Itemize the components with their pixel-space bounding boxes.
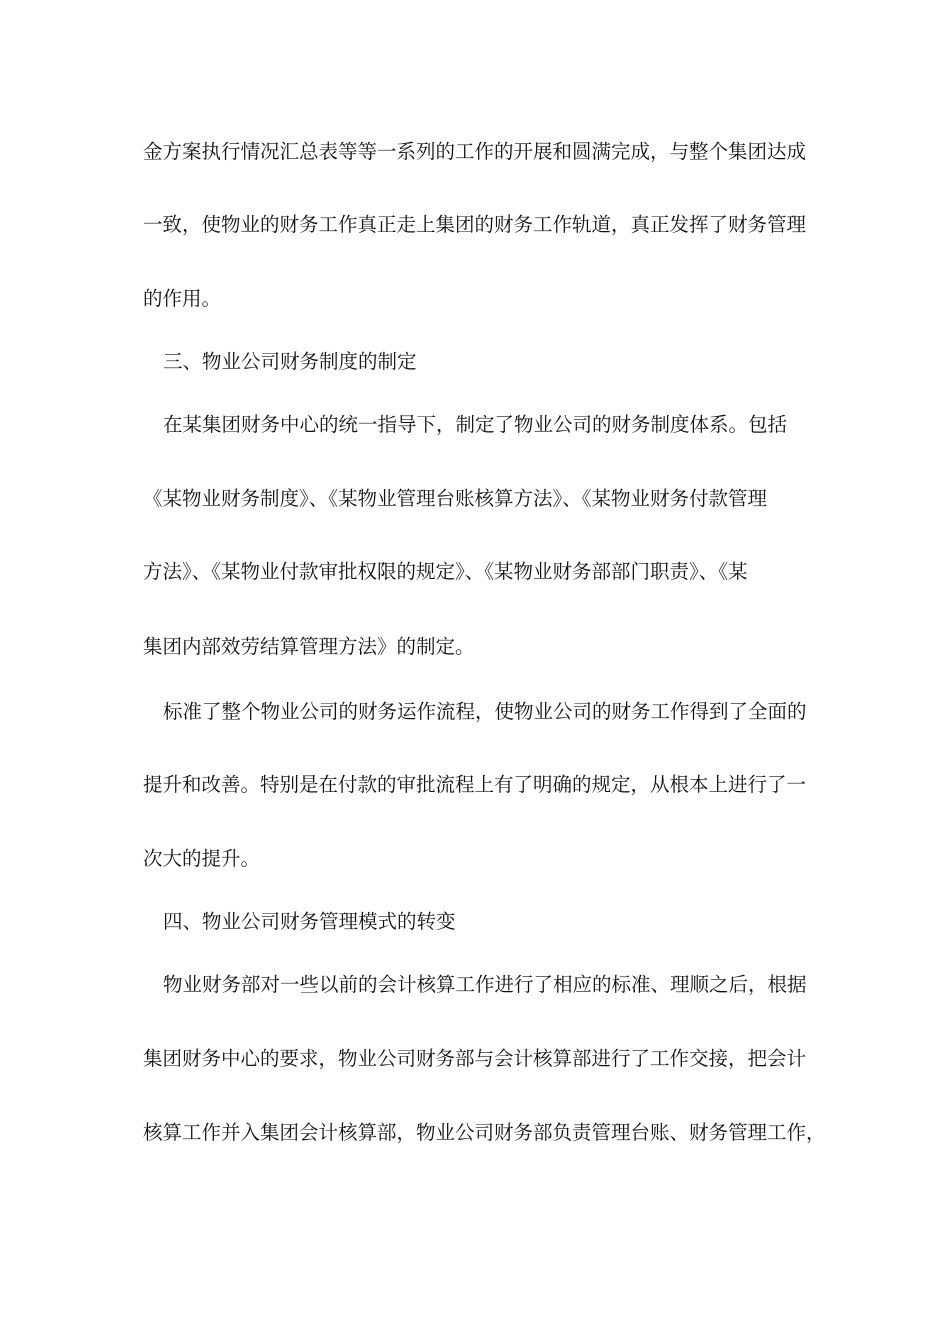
- paragraph-line: 的作用。: [143, 287, 222, 310]
- section-heading: 三、物业公司财务制度的制定: [163, 350, 417, 373]
- paragraph-line: 在某集团财务中心的统一指导下，制定了物业公司的财务制度体系。包括: [163, 413, 788, 436]
- paragraph-line: 金方案执行情况汇总表等等一系列的工作的开展和圆满完成，与整个集团达成: [143, 140, 807, 163]
- paragraph-line: 方法》、《某物业付款审批权限的规定》、《某物业财务部部门职责》、《某: [143, 560, 748, 583]
- paragraph-line: 物业财务部对一些以前的会计核算工作进行了相应的标准、理顺之后，根据: [163, 973, 807, 996]
- paragraph-line: 集团财务中心的要求，物业公司财务部与会计核算部进行了工作交接，把会计: [143, 1047, 807, 1070]
- paragraph-line: 一致，使物业的财务工作真正走上集团的财务工作轨道，真正发挥了财务管理: [143, 213, 807, 236]
- paragraph-line: 提升和改善。特别是在付款的审批流程上有了明确的规定，从根本上进行了一: [143, 773, 807, 796]
- paragraph-line: 核算工作并入集团会计核算部，物业公司财务部负责管理台账、财务管理工作，: [143, 1121, 826, 1144]
- paragraph-line: 标准了整个物业公司的财务运作流程，使物业公司的财务工作得到了全面的: [163, 700, 807, 723]
- section-heading: 四、物业公司财务管理模式的转变: [163, 910, 456, 933]
- paragraph-line: 次大的提升。: [143, 847, 261, 870]
- paragraph-line: 《某物业财务制度》、《某物业管理台账核算方法》、《某物业财务付款管理: [143, 487, 768, 510]
- paragraph-line: 集团内部效劳结算管理方法》的制定。: [143, 635, 475, 658]
